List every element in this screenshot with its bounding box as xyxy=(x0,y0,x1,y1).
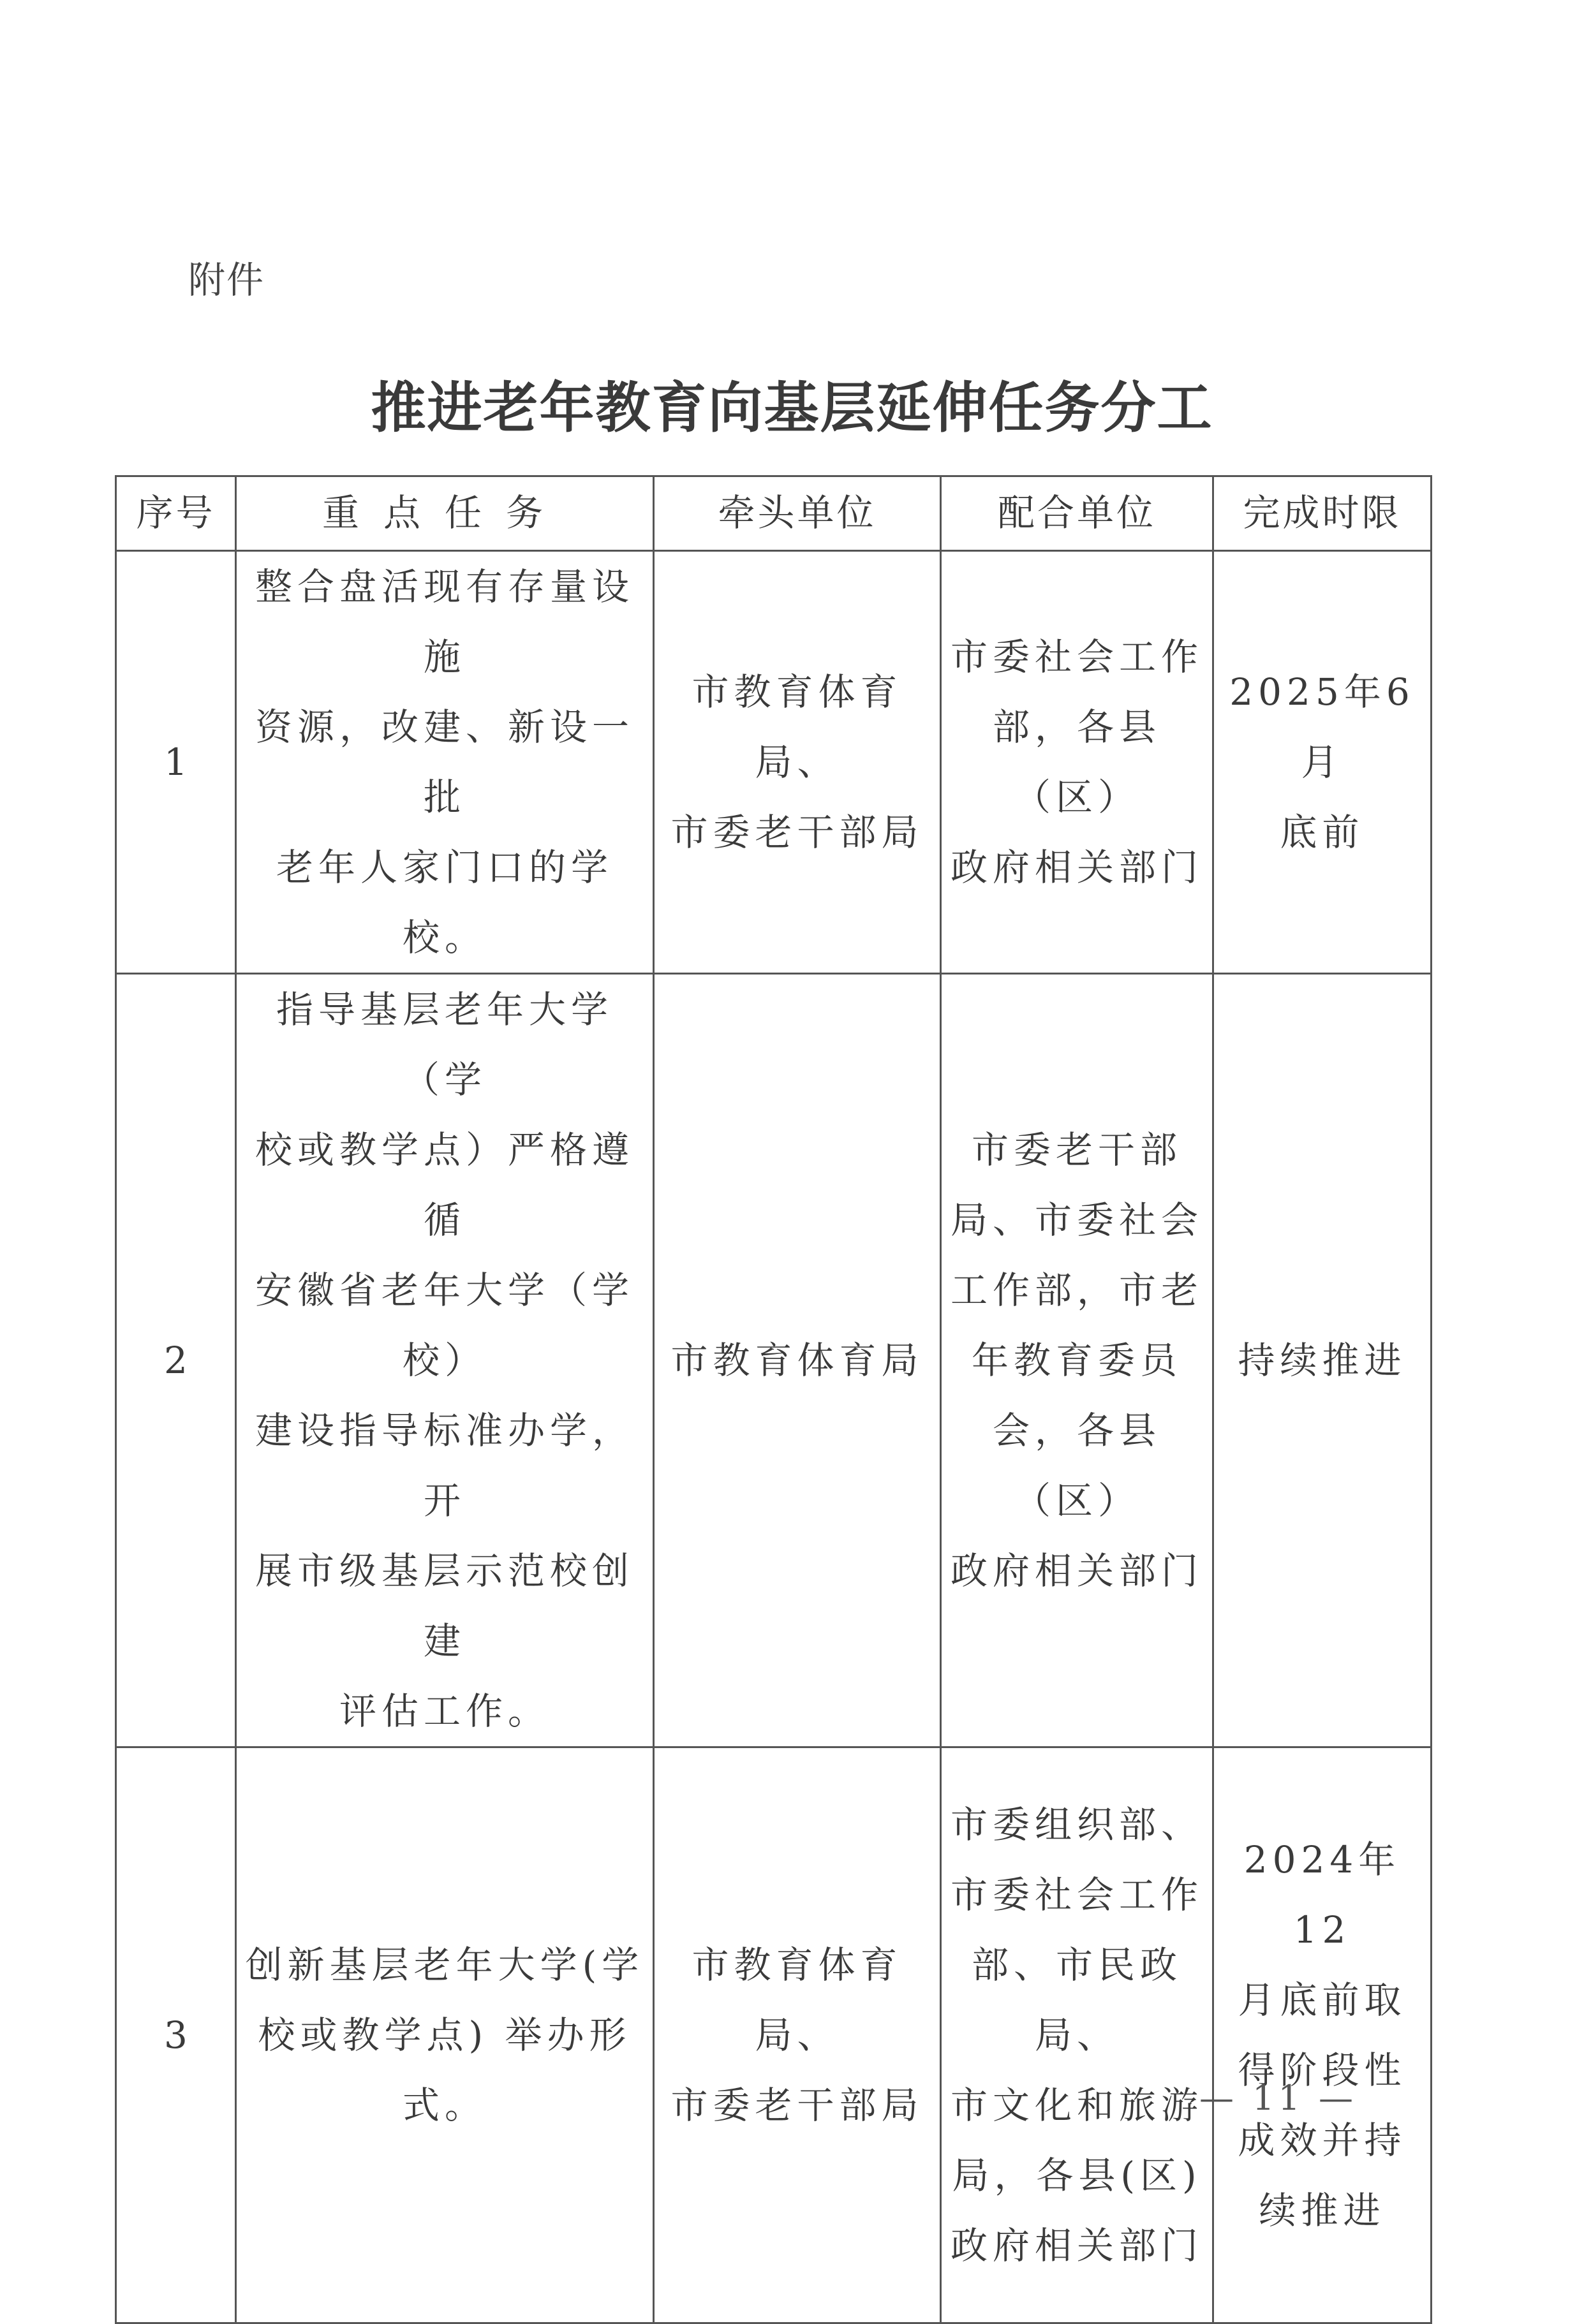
row-lead-unit-text: 市教育体育局、 市委老干部局 xyxy=(670,670,924,854)
row-seq-text: 1 xyxy=(164,740,188,784)
row-support-unit-text: 市委组织部、 市委社会工作 部、市民政局、 市文化和旅游 局，各县(区) 政府相关部门 xyxy=(950,1803,1203,2267)
header-seq: 序号 xyxy=(116,476,236,551)
row-deadline-text: 2025年6月 底前 xyxy=(1229,670,1415,854)
row-support-unit-text: 市委老干部 局、市委社会 工作部，市老 年教育委员 会，各县（区） 政府相关部门 xyxy=(950,1128,1203,1592)
header-lead-unit: 牵头单位 xyxy=(654,476,941,551)
row-task xyxy=(236,1747,654,2323)
row-task-text: 创新基层老年大学(学 校或教学点) 举办形 式。 xyxy=(245,1943,644,2127)
row-deadline-text: 2024年12 月底前取 得阶段性 成效并持 续推进 xyxy=(1238,1838,1407,2232)
row-seq xyxy=(116,974,236,1747)
row-seq xyxy=(116,551,236,974)
row-task-text: 整合盘活现有存量设施 资源，改建、新设一批 老年人家门口的学校。 xyxy=(255,565,634,959)
row-lead-unit xyxy=(654,551,941,974)
row-deadline xyxy=(1213,1747,1432,2323)
row-support-unit xyxy=(941,1747,1213,2323)
header-task: 重点任务 xyxy=(236,476,654,551)
row-support-unit xyxy=(941,551,1213,974)
row-deadline-text: 持续推进 xyxy=(1238,1339,1407,1382)
table-header-row xyxy=(116,476,1432,551)
header-support-unit: 配合单位 xyxy=(941,476,1213,551)
row-lead-unit-text: 市教育体育局 xyxy=(670,1339,924,1382)
row-deadline xyxy=(1213,974,1432,1747)
table-row xyxy=(116,551,1432,974)
row-deadline xyxy=(1213,551,1432,974)
row-support-unit xyxy=(941,974,1213,1747)
page-number: — 11 — xyxy=(1199,2078,1358,2118)
header-deadline: 完成时限 xyxy=(1213,476,1432,551)
document-title: 推进老年教育向基层延伸任务分工 xyxy=(371,376,1213,440)
row-seq-text: 2 xyxy=(164,1339,188,1382)
row-seq-text: 3 xyxy=(164,2013,188,2057)
table-row xyxy=(116,1747,1432,2323)
row-task xyxy=(236,551,654,974)
row-task xyxy=(236,974,654,1747)
row-lead-unit-text: 市教育体育局、 市委老干部局 xyxy=(670,1943,924,2127)
row-lead-unit xyxy=(654,1747,941,2323)
row-task-text: 指导基层老年大学（学 校或教学点）严格遵循 安徽省老年大学（学校） 建设指导标准办学，开 展市级基层示范校创建 评估工作。 xyxy=(255,988,634,1733)
row-support-unit-text: 市委社会工作 部，各县（区） 政府相关部门 xyxy=(950,635,1203,889)
task-division-table xyxy=(115,475,1432,2324)
row-seq xyxy=(116,1747,236,2323)
attachment-label: 附件 xyxy=(188,258,265,302)
row-lead-unit xyxy=(654,974,941,1747)
table-row xyxy=(116,974,1432,1747)
